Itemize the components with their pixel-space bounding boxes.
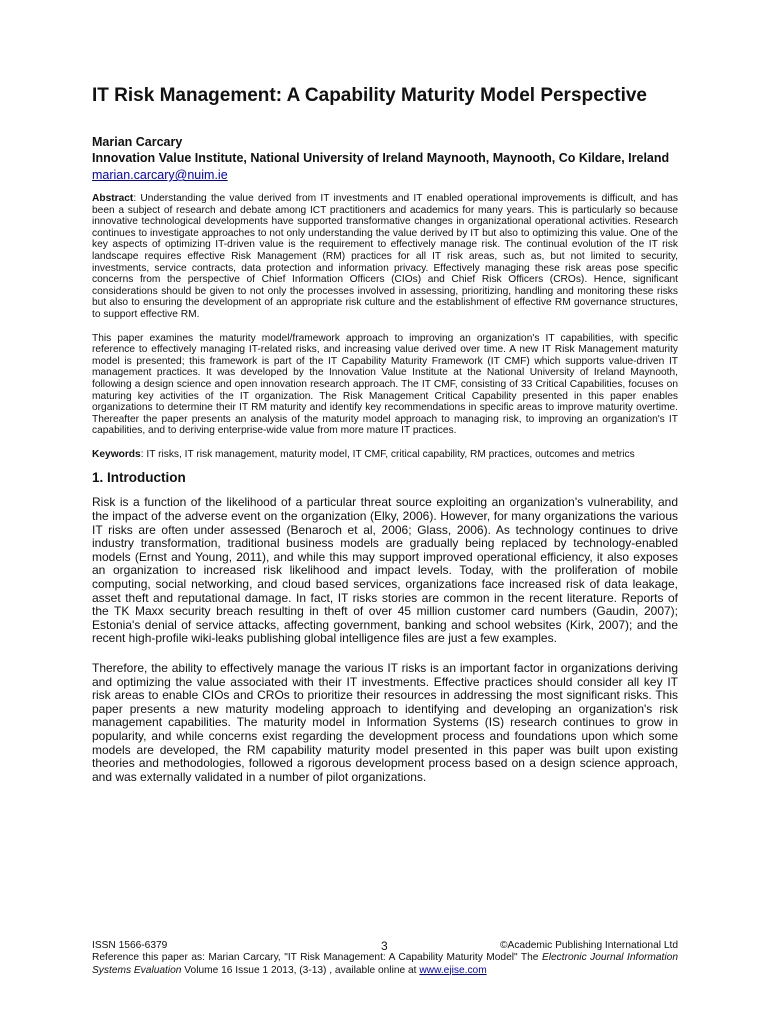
- footer-page-number: 3: [381, 939, 388, 953]
- footer-journal-name: Electronic Journal Information Systems Evaluation: [92, 952, 678, 976]
- footer-top-row: [92, 940, 678, 952]
- author-affiliation: Innovation Value Institute, National University of Ireland Maynooth, Maynooth, Co Kildare, Ireland: [92, 151, 670, 165]
- footer-website-link[interactable]: www.ejise.com: [419, 964, 487, 976]
- page-footer: [92, 940, 678, 977]
- abstract-label: Abstract: [92, 193, 134, 204]
- author-email-link[interactable]: marian.carcary@nuim.ie: [92, 168, 228, 182]
- footer-copyright: ©Academic Publishing International Ltd: [500, 940, 678, 951]
- intro-paragraph-2: Therefore, the ability to effectively manage the various IT risks is an important factor in organizations deriving and optimizing the value associated with their IT investments. Effective practices should consider all key IT risk areas to enable CIOs and CROs to prioritize their resources in addressing the most significant risks. This paper presents a new maturity modeling approach to identifying and developing an organization's risk management capabilities. The maturity model in Information Systems (IS) research continues to grow in popularity, and while concerns exist regarding the development process and foundations upon which some models are developed, the RM capability maturity model presented in this paper was built upon existing theories and methodologies, followed a rigorous development process based on a design science approach, and was externally validated in a number of pilot organizations.: [92, 661, 678, 784]
- abstract-paragraph-1: [92, 193, 678, 321]
- abstract-paragraph-2: This paper examines the maturity model/framework approach to improving an organization's IT capabilities, with specific reference to effectively managing IT-related risks, and increasing value derived over time. A new IT Risk Management maturity model is presented; this framework is part of the IT Capability Maturity Framework (IT CMF) which supports value-driven IT management practices. It was developed by the Innovation Value Institute at the National University of Ireland Maynooth, following a design science and open innovation research approach. The IT CMF, consisting of 33 Critical Capabilities, focuses on maturing key activities of the IT organization. The Risk Management Critical Capability presented in this paper enables organizations to determine their IT RM maturity and identify key recommendations in specific areas to improve maturity overtime. Thereafter the paper presents an analysis of the maturity model approach to managing risk, to improving an organization's IT capabilities, and to deriving enterprise-wide value from more mature IT practices.: [92, 332, 678, 437]
- intro-paragraph-1: Risk is a function of the likelihood of a particular threat source exploiting an organization's vulnerability, and the impact of the adverse event on the organization (Elky, 2006). However, for many organizations the various IT risks are often under assessed (Benaroch et al, 2006; Glass, 2006). As technology continues to drive industry transformation, traditional business models are gradually being replaced by technology-enabled models (Ernst and Young, 2011), and while this may support improved operational efficiency, it also exposes an organization to increased risk likelihood and impact levels. Today, with the proliferation of mobile computing, social networking, and cloud based services, organizations face increased risk of data leakage, asset theft and reputational damage. In fact, IT risks stories are common in the recent literature. Reports of the TK Maxx security breach resulting in theft of over 45 million customer card numbers (Gaudin, 2007); Estonia's denial of service attacks, affecting government, banking and school websites (Kirk, 2007); and the recent high-profile wiki-leaks publishing global intelligence files are just a few examples.: [92, 495, 678, 646]
- footer-reference: [92, 952, 678, 977]
- footer-issn: ISSN 1566-6379: [92, 940, 168, 951]
- paper-page: [92, 84, 678, 800]
- footer-ref-prefix: Reference this paper as: Marian Carcary, "IT Risk Management: A Capability Maturity Model" The: [92, 952, 542, 964]
- author-name: Marian Carcary: [92, 135, 183, 149]
- keywords-text: : IT risks, IT risk management, maturity model, IT CMF, critical capability, RM practices, outcomes and metrics: [140, 448, 635, 460]
- abstract-text-1: : Understanding the value derived from IT investments and IT enabled operational improvements is difficult, and has been a subject of research and debate among ICT practitioners and academics for many years. This is particularly so because innovative technological developments have supported transformative changes in organizational operational activities. Research continues to investigate approaches to not only understanding the value derived by IT but also to optimizing this value. One of the key aspects of optimizing IT-driven value is the requirement to effectively manage risk. The continual evolution of the IT risk landscape requires effective Risk Management (RM) practices for all IT risk areas, such as, but not limited to security, investments, service contracts, data protection and information privacy. Effectively managing these risk areas pose specific concerns from the perspective of Chief Information Officers (CIOs) and Chief Risk Officers (CROs). Hence, significant considerations should be given to not only the processes involved in assessing, prioritizing, handling and monitoring these risks but also to ensuring the development of an appropriate risk culture and the establishment of effective RM governance structures, to support effective RM.: [92, 193, 678, 320]
- section-heading-introduction: 1. Introduction: [92, 470, 186, 486]
- keywords: [92, 449, 678, 461]
- footer-ref-suffix: Volume 16 Issue 1 2013, (3-13) , available online at: [181, 964, 420, 976]
- paper-title: IT Risk Management: A Capability Maturity Model Perspective: [92, 85, 647, 106]
- keywords-label: Keywords: [92, 448, 141, 460]
